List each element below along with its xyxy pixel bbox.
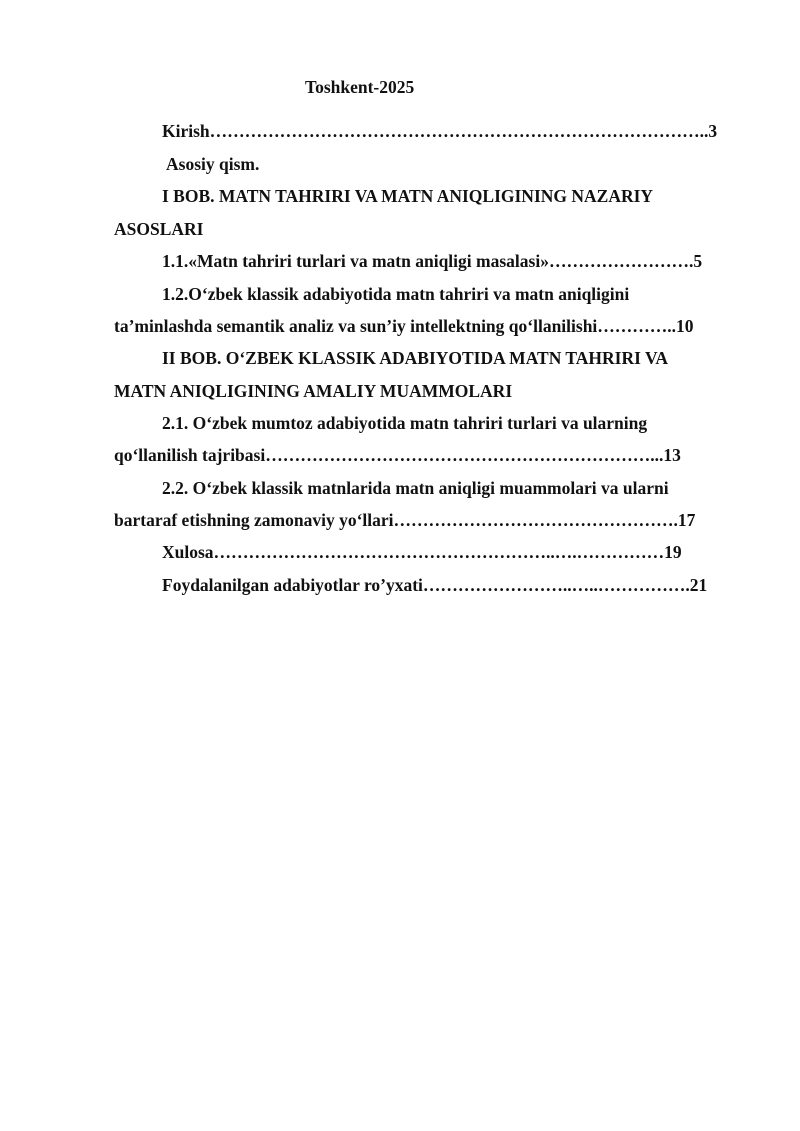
toc-chapter-1-line-1: I BOB. MATN TAHRIRI VA MATN ANIQLIGINING NAZARIY: [162, 186, 654, 206]
toc-section-1-2-line-2: ta’minlashda semantik analiz va sun’iy intellektning qo‘llanilishi…………..10: [114, 316, 694, 336]
toc-entry-xulosa: Xulosa…………………………………………………..….……………19: [162, 542, 682, 562]
toc-section-2-1-line-2: qo‘llanilish tajribasi…………………………………………………………...13: [114, 445, 681, 465]
toc-chapter-1-line-2: ASOSLARI: [114, 219, 204, 239]
toc-chapter-2-line-1: II BOB. O‘ZBEK KLASSIK ADABIYOTIDA MATN TAHRIRI VA: [162, 348, 669, 368]
toc-section-1-1: 1.1.«Matn tahriri turlari va matn aniqligi masalasi»…………………….5: [162, 251, 703, 271]
toc-chapter-2-line-2: MATN ANIQLIGINING AMALIY MUAMMOLARI: [114, 381, 513, 401]
toc-section-2-2-line-2: bartaraf etishning zamonaviy yo‘llari………………………………………….17: [114, 510, 696, 530]
toc-entry-foydalanilgan-adabiyotlar: Foydalanilgan adabiyotlar ro’yxati……………………..…..…………….21: [162, 575, 708, 595]
toc-entry-asosiy: Asosiy qism.: [166, 154, 260, 174]
toc-section-1-2-line-1: 1.2.O‘zbek klassik adabiyotida matn tahriri va matn aniqligini: [162, 284, 630, 304]
toc-section-2-1-line-1: 2.1. O‘zbek mumtoz adabiyotida matn tahriri turlari va ularning: [162, 413, 648, 433]
toc-entry-kirish: Kirish…………………………………………………………………………..3: [162, 121, 718, 141]
toc-section-2-2-line-1: 2.2. O‘zbek klassik matnlarida matn aniqligi muammolari va ularni: [162, 478, 669, 498]
city-year-heading: Toshkent-2025: [305, 77, 415, 97]
